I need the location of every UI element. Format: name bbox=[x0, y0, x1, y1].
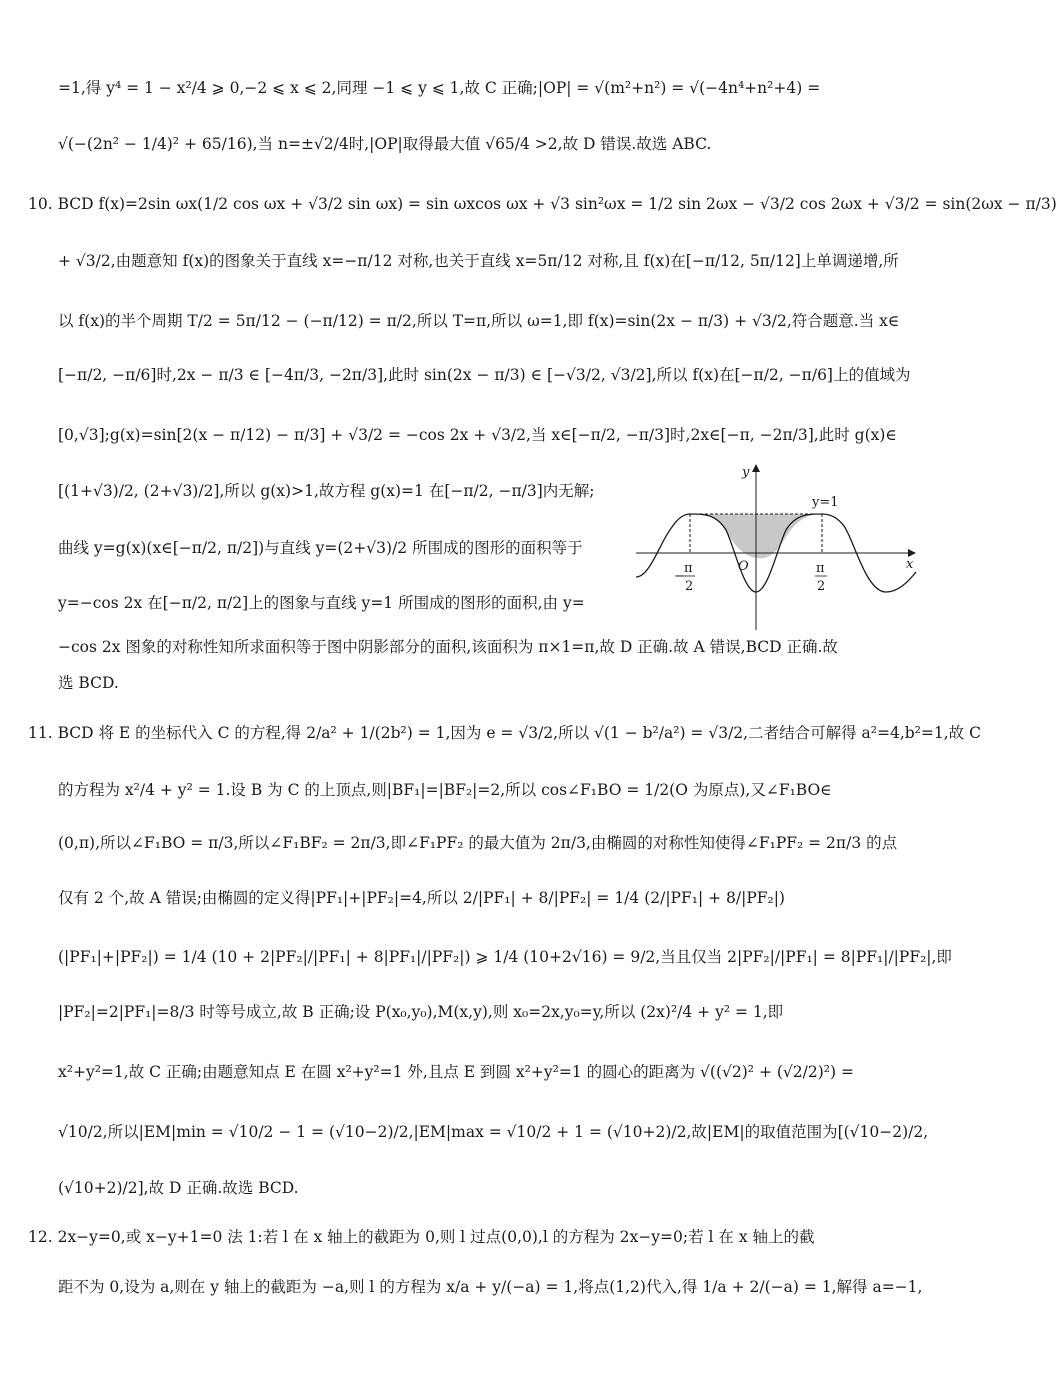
text-line-6: [−π/2, −π/6]时,2x − π/3 ∈ [−4π/3, −2π/3],此时 sin(2x − π/3) ∈ [−√3/2, √3/2],所以 f(x)在[−π/2, −π/6]上的值域为 bbox=[58, 366, 911, 384]
x-axis-arrow bbox=[908, 549, 916, 557]
left-tick-numerator: π bbox=[684, 561, 693, 576]
text-line-11: −cos 2x 图象的对称性知所求面积等于图中阴影部分的面积,该面积为 π×1=π,故 D 正确.故 A 错误,BCD 正确.故 bbox=[58, 638, 838, 656]
left-tick-sign: − bbox=[674, 569, 685, 584]
x-axis-label: x bbox=[906, 557, 914, 572]
right-tick-denominator: 2 bbox=[817, 579, 826, 594]
text-line-10: y=−cos 2x 在[−π/2, π/2]上的图象与直线 y=1 所围成的图形的面积,由 y= bbox=[58, 594, 585, 612]
text-line-21: (√10+2)/2],故 D 正确.故选 BCD. bbox=[58, 1179, 299, 1197]
text-line-18: |PF₂|=2|PF₁|=8/3 时等号成立,故 B 正确;设 P(x₀,y₀),M(x,y),则 x₀=2x,y₀=y,所以 (2x)²/4 + y² = 1,即 bbox=[58, 1003, 784, 1021]
y-axis-arrow bbox=[752, 464, 760, 472]
line-label: y=1 bbox=[812, 495, 839, 510]
problem-12-answer-line: 12. 2x−y=0,或 x−y+1=0 法 1:若 l 在 x 轴上的截距为 0,则 l 过点(0,0),l 的方程为 2x−y=0;若 l 在 x 轴上的截 bbox=[28, 1228, 815, 1246]
cosine-graph bbox=[636, 462, 916, 630]
text-line-23: 距不为 0,设为 a,则在 y 轴上的截距为 −a,则 l 的方程为 x/a + y/(−a) = 1,将点(1,2)代入,得 1/a + 2/(−a) = 1,解得 a=−1, bbox=[58, 1278, 923, 1296]
text-line-20: √10/2,所以|EM|min = √10/2 − 1 = (√10−2)/2,|EM|max = √10/2 + 1 = (√10+2)/2,故|EM|的取值范围为[(√10−2)/2, bbox=[58, 1123, 929, 1141]
problem-10-answer-line: 10. BCD f(x)=2sin ωx(1/2 cos ωx + √3/2 sin ωx) = sin ωxcos ωx + √3 sin²ωx = 1/2 sin 2ωx − √3/2 cos 2ωx + √3/2 = sin(2ωx − π/3) bbox=[28, 195, 1057, 213]
text-line-8: [(1+√3)/2, (2+√3)/2],所以 g(x)>1,故方程 g(x)=1 在[−π/2, −π/3]内无解; bbox=[58, 482, 595, 500]
origin-label: O bbox=[738, 559, 749, 574]
text-line-16: 仅有 2 个,故 A 错误;由椭圆的定义得|PF₁|+|PF₂|=4,所以 2/|PF₁| + 8/|PF₂| = 1/4 (2/|PF₁| + 8/|PF₂|) bbox=[58, 889, 785, 907]
text-line-5: 以 f(x)的半个周期 T/2 = 5π/12 − (−π/12) = π/2,所以 T=π,所以 ω=1,即 f(x)=sin(2x − π/3) + √3/2,符合题意.当 x∈ bbox=[58, 312, 900, 330]
text-line-2: √(−(2n² − 1/4)² + 65/16),当 n=±√2/4时,|OP|取得最大值 √65/4 >2,故 D 错误.故选 ABC. bbox=[58, 135, 712, 153]
left-tick-denominator: 2 bbox=[685, 579, 694, 594]
problem-11-answer-line: 11. BCD 将 E 的坐标代入 C 的方程,得 2/a² + 1/(2b²) = 1,因为 e = √3/2,所以 √(1 − b²/a²) = √3/2,二者结合可解得 a²=4,b²=1,故 C bbox=[28, 724, 981, 742]
text-line-12: 选 BCD. bbox=[58, 674, 119, 692]
text-line-19: x²+y²=1,故 C 正确;由题意知点 E 在圆 x²+y²=1 外,且点 E 到圆 x²+y²=1 的圆心的距离为 √((√2)² + (√2/2)²) = bbox=[58, 1063, 854, 1081]
text-line-9: 曲线 y=g(x)(x∈[−π/2, π/2])与直线 y=(2+√3)/2 所围成的图形的面积等于 bbox=[58, 539, 583, 557]
text-line-14: 的方程为 x²/4 + y² = 1.设 B 为 C 的上顶点,则|BF₁|=|BF₂|=2,所以 cos∠F₁BO = 1/2(O 为原点),又∠F₁BO∈ bbox=[58, 781, 832, 799]
text-line-1: =1,得 y⁴ = 1 − x²/4 ⩾ 0,−2 ⩽ x ⩽ 2,同理 −1 ⩽ y ⩽ 1,故 C 正确;|OP| = √(m²+n²) = √(−4n⁴+n²+4) = bbox=[58, 79, 821, 97]
right-tick-numerator: π bbox=[816, 561, 825, 576]
text-line-17: (|PF₁|+|PF₂|) = 1/4 (10 + 2|PF₂|/|PF₁| + 8|PF₁|/|PF₂|) ⩾ 1/4 (10+2√16) = 9/2,当且仅当 2|PF₂|/|PF₁| = 8|PF₁|/|PF₂|,即 bbox=[58, 948, 952, 966]
y-axis-label: y bbox=[742, 465, 750, 480]
text-line-4: + √3/2,由题意知 f(x)的图象关于直线 x=−π/12 对称,也关于直线 x=5π/12 对称,且 f(x)在[−π/12, 5π/12]上单调递增,所 bbox=[58, 252, 899, 270]
text-line-15: (0,π),所以∠F₁BO = π/3,所以∠F₁BF₂ = 2π/3,即∠F₁PF₂ 的最大值为 2π/3,由椭圆的对称性知使得∠F₁PF₂ = 2π/3 的点 bbox=[58, 834, 898, 852]
text-line-7: [0,√3];g(x)=sin[2(x − π/12) − π/3] + √3/2 = −cos 2x + √3/2,当 x∈[−π/2, −π/3]时,2x∈[−π, −2π/3],此时 g(x)∈ bbox=[58, 426, 897, 444]
cosine-graph-figure bbox=[636, 462, 916, 630]
